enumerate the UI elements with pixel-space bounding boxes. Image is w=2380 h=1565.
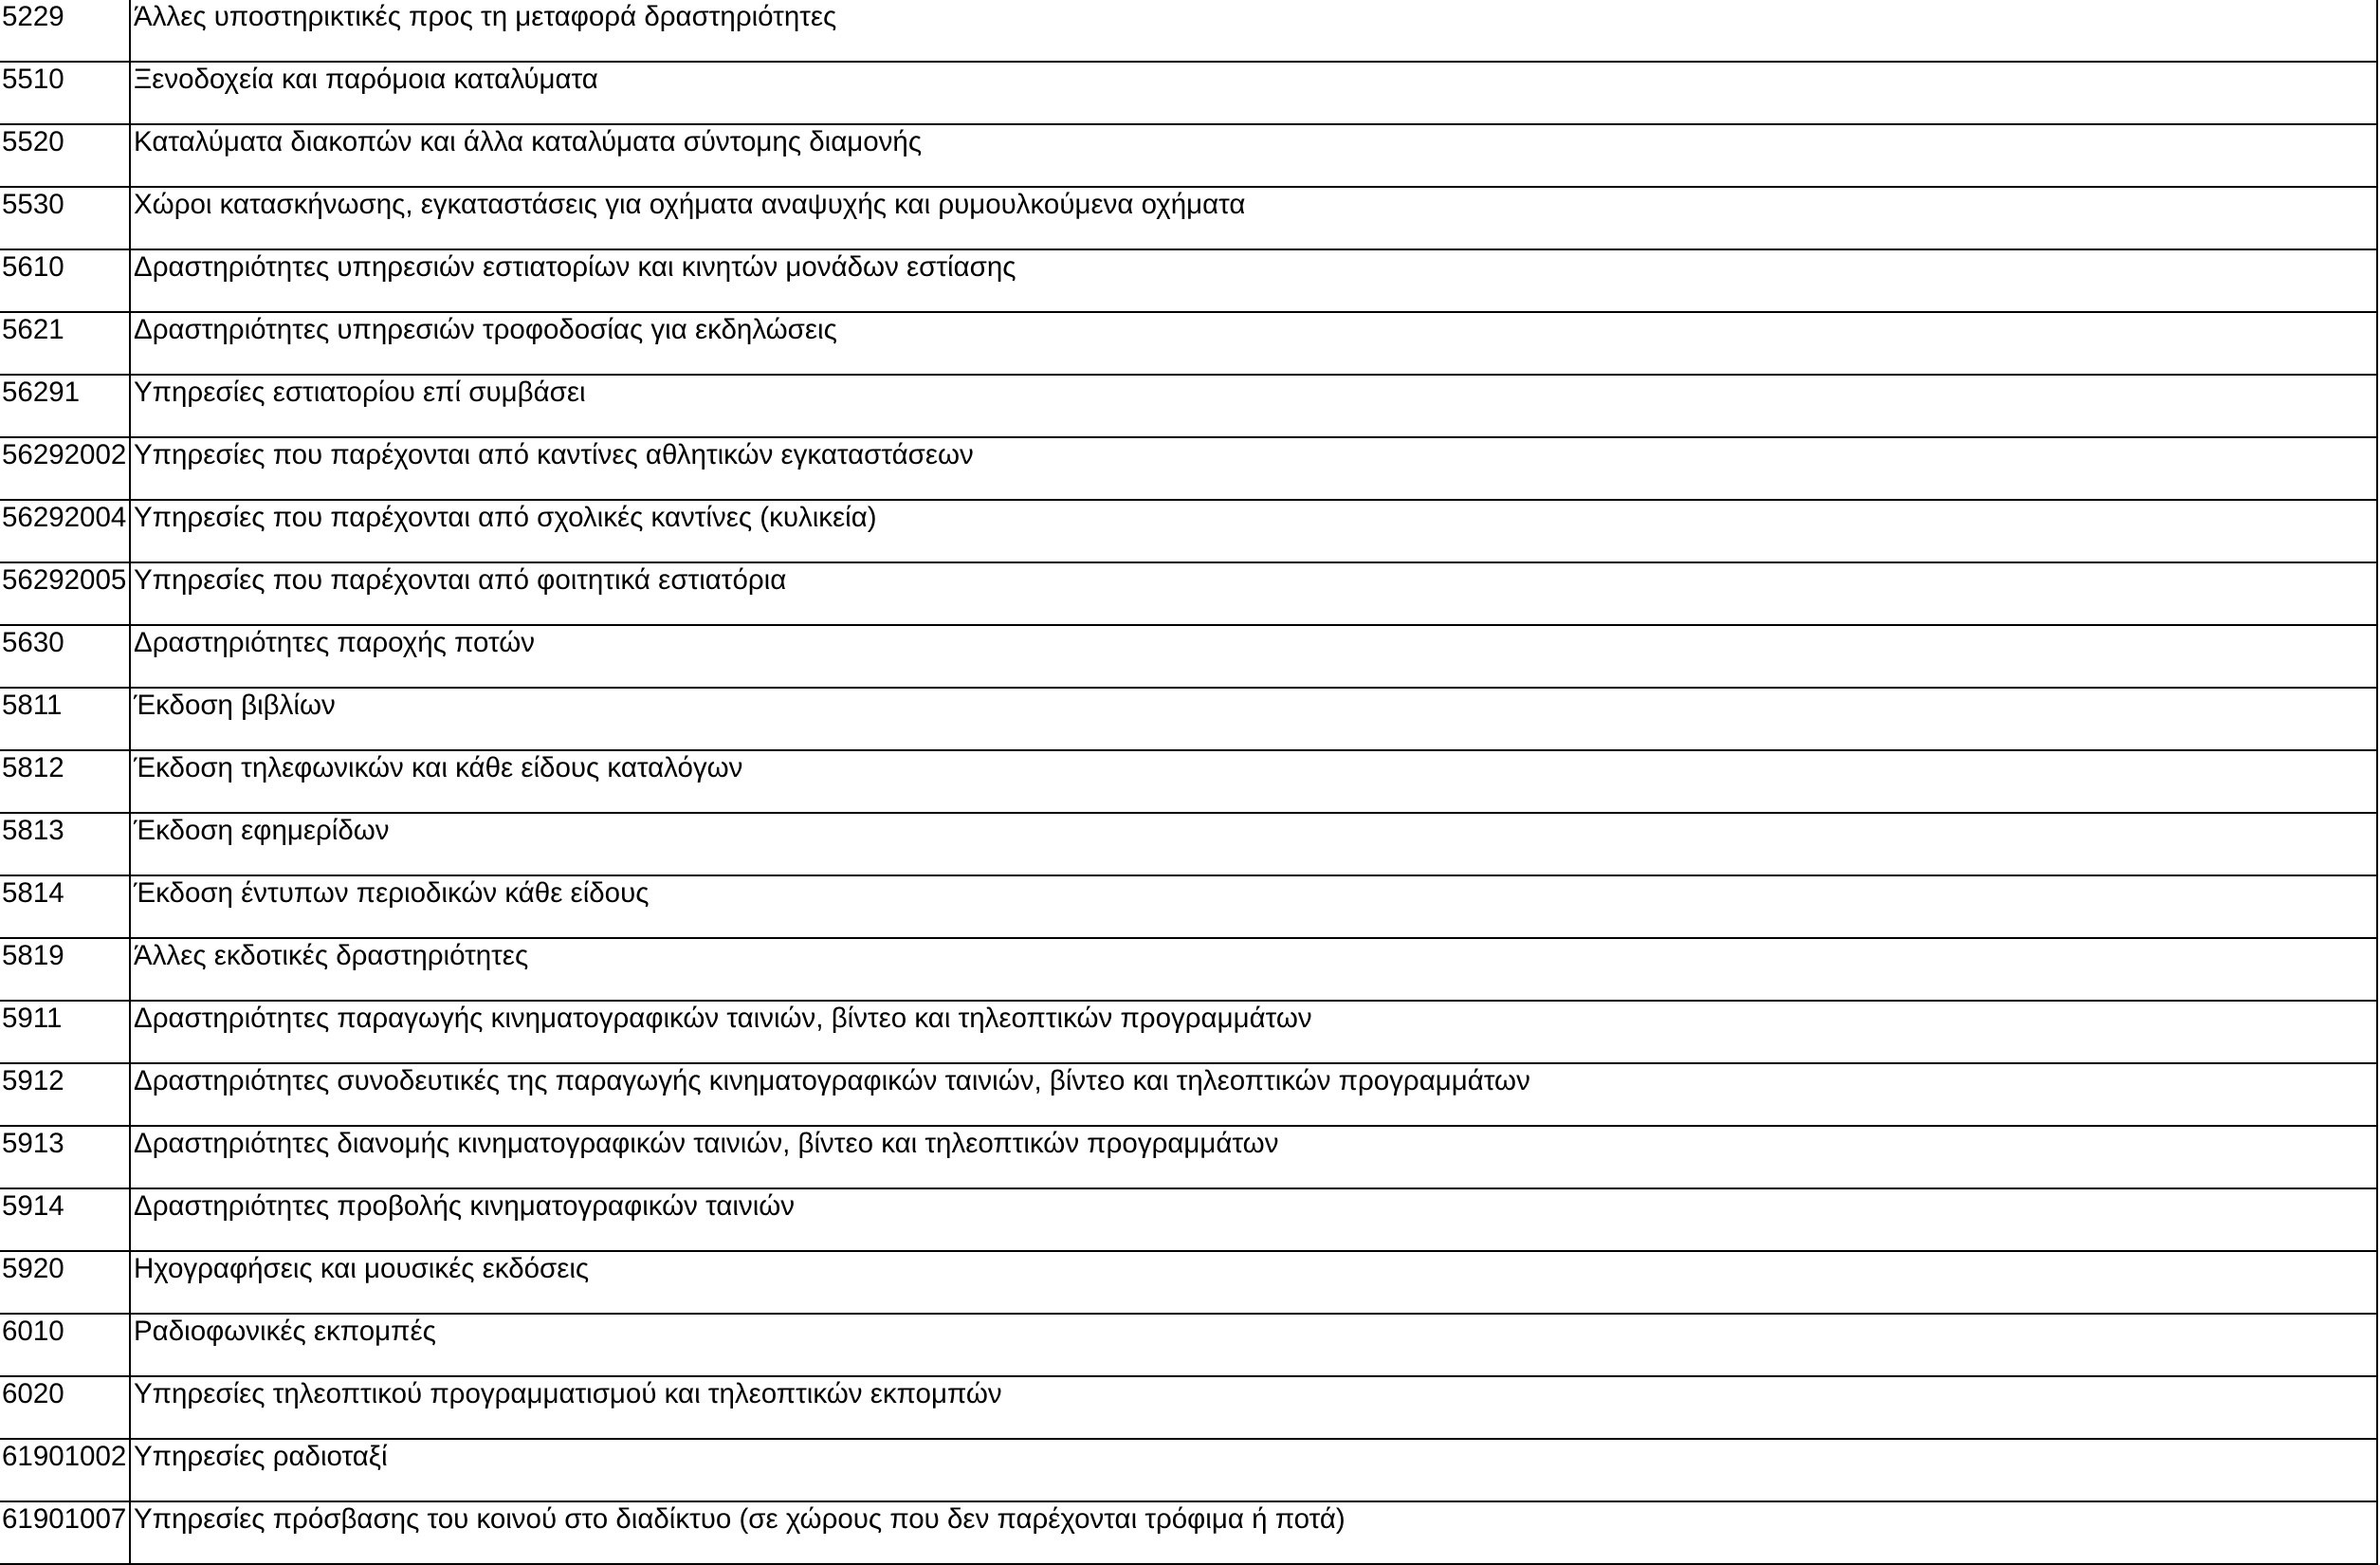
table-row (0, 1501, 2377, 1564)
activity-code: 5520 (2, 126, 64, 157)
activity-description: Υπηρεσίες τηλεοπτικού προγραμματισμού και τηλεοπτικών εκπομπών (134, 1378, 1002, 1409)
activity-code: 6010 (2, 1316, 64, 1347)
table-row (0, 375, 2377, 437)
activity-code: 5812 (2, 752, 64, 783)
activity-code-cell (0, 187, 130, 249)
activity-description-cell (130, 62, 2377, 124)
table-row (0, 437, 2377, 500)
activity-code: 5811 (2, 690, 63, 721)
activity-description-cell (130, 750, 2377, 813)
activity-description: Δραστηριότητες προβολής κινηματογραφικών ταινιών (134, 1190, 796, 1222)
table-row (0, 1126, 2377, 1188)
activity-code-cell (0, 500, 130, 562)
activity-code: 5610 (2, 251, 64, 283)
activity-code: 5920 (2, 1253, 64, 1284)
activity-description-cell (130, 1501, 2377, 1564)
activity-description: Καταλύματα διακοπών και άλλα καταλύματα σύντομης διαμονής (134, 126, 923, 157)
activity-code: 5814 (2, 877, 64, 909)
activity-description: Δραστηριότητες συνοδευτικές της παραγωγής κινηματογραφικών ταινιών, βίντεο και τηλεοπτικών προγραμμάτων (134, 1065, 1530, 1096)
activity-code: 5630 (2, 627, 64, 658)
activity-code-cell (0, 437, 130, 500)
table-row (0, 1439, 2377, 1501)
table-row (0, 500, 2377, 562)
activity-code-cell (0, 312, 130, 375)
activity-description: Υπηρεσίες που παρέχονται από σχολικές καντίνες (κυλικεία) (134, 502, 877, 533)
activity-code-cell (0, 750, 130, 813)
activity-description: Ηχογραφήσεις και μουσικές εκδόσεις (134, 1253, 590, 1284)
activity-description: Υπηρεσίες ραδιοταξί (134, 1441, 388, 1472)
table-row (0, 1001, 2377, 1063)
activity-description-cell (130, 312, 2377, 375)
activity-description-cell (130, 0, 2377, 62)
activity-description-cell (130, 813, 2377, 875)
activity-description-cell (130, 875, 2377, 938)
activity-description-cell (130, 1126, 2377, 1188)
activity-description-cell (130, 1188, 2377, 1251)
activity-code-cell (0, 62, 130, 124)
activity-code: 5530 (2, 189, 64, 220)
activity-code: 5621 (2, 314, 64, 345)
activity-description-cell (130, 187, 2377, 249)
activity-description-cell (130, 1439, 2377, 1501)
activity-code: 5813 (2, 815, 64, 846)
table-row (0, 1063, 2377, 1126)
table-row (0, 124, 2377, 187)
table-row (0, 62, 2377, 124)
activity-code-cell (0, 1314, 130, 1376)
activity-code-cell (0, 375, 130, 437)
activity-description: Δραστηριότητες παροχής ποτών (134, 627, 536, 658)
activity-description-cell (130, 500, 2377, 562)
activity-description-cell (130, 1251, 2377, 1314)
activity-code: 56292005 (2, 564, 127, 596)
activity-code-cell (0, 1501, 130, 1564)
activity-description-cell (130, 562, 2377, 625)
activity-code-cell (0, 1376, 130, 1439)
activity-description-cell (130, 1063, 2377, 1126)
activity-description: Χώροι κατασκήνωσης, εγκαταστάσεις για οχήματα αναψυχής και ρυμουλκούμενα οχήματα (134, 189, 1246, 220)
table-row (0, 1376, 2377, 1439)
activity-code-cell (0, 124, 130, 187)
table-row (0, 187, 2377, 249)
activity-code-cell (0, 1188, 130, 1251)
activity-code-cell (0, 1001, 130, 1063)
activity-code-cell (0, 813, 130, 875)
activity-code: 5819 (2, 940, 64, 971)
activity-code-cell (0, 249, 130, 312)
table-row (0, 813, 2377, 875)
activity-description: Έκδοση τηλεφωνικών και κάθε είδους καταλόγων (134, 752, 743, 783)
activity-description: Ραδιοφωνικές εκπομπές (134, 1316, 436, 1347)
activity-description-cell (130, 1001, 2377, 1063)
activity-description: Δραστηριότητες υπηρεσιών εστιατορίων και κινητών μονάδων εστίασης (134, 251, 1016, 283)
activity-code: 5510 (2, 64, 64, 95)
table-row (0, 1251, 2377, 1314)
activity-code-cell (0, 1251, 130, 1314)
activity-code: 5914 (2, 1190, 64, 1222)
activity-code-cell (0, 1126, 130, 1188)
table-row (0, 688, 2377, 750)
activity-description: Έκδοση βιβλίων (134, 690, 336, 721)
activity-description-cell (130, 1376, 2377, 1439)
activity-description: Έκδοση εφημερίδων (134, 815, 390, 846)
activity-description: Δραστηριότητες παραγωγής κινηματογραφικών ταινιών, βίντεο και τηλεοπτικών προγραμμάτων (134, 1003, 1312, 1034)
activity-description: Υπηρεσίες πρόσβασης του κοινού στο διαδίκτυο (σε χώρους που δεν παρέχονται τρόφιμα ή ποτά) (134, 1503, 1346, 1535)
activity-description-cell (130, 1314, 2377, 1376)
table-row (0, 312, 2377, 375)
activity-code: 5912 (2, 1065, 64, 1096)
activity-code-cell (0, 938, 130, 1001)
activity-description: Υπηρεσίες που παρέχονται από καντίνες αθλητικών εγκαταστάσεων (134, 439, 974, 470)
activity-code: 61901007 (2, 1503, 127, 1535)
activity-description-cell (130, 124, 2377, 187)
activity-code-cell (0, 875, 130, 938)
table-row (0, 0, 2377, 62)
table-row (0, 1314, 2377, 1376)
activity-description-cell (130, 625, 2377, 688)
activity-description: Δραστηριότητες υπηρεσιών τροφοδοσίας για εκδηλώσεις (134, 314, 837, 345)
activity-code: 5913 (2, 1128, 64, 1159)
activity-description-cell (130, 249, 2377, 312)
table-row (0, 875, 2377, 938)
activity-description-cell (130, 688, 2377, 750)
activity-code: 5911 (2, 1003, 63, 1034)
activity-code-cell (0, 688, 130, 750)
activity-code: 5229 (2, 1, 64, 32)
activity-code-cell (0, 1439, 130, 1501)
activity-description: Υπηρεσίες που παρέχονται από φοιτητικά εστιατόρια (134, 564, 787, 596)
activity-description-cell (130, 437, 2377, 500)
activity-code: 56292004 (2, 502, 127, 533)
activity-description: Ξενοδοχεία και παρόμοια καταλύματα (134, 64, 598, 95)
table-row (0, 249, 2377, 312)
activity-description-cell (130, 938, 2377, 1001)
activity-code-cell (0, 1063, 130, 1126)
activity-code: 56292002 (2, 439, 127, 470)
activity-description: Υπηρεσίες εστιατορίου επί συμβάσει (134, 377, 586, 408)
table-row (0, 625, 2377, 688)
activity-code: 6020 (2, 1378, 64, 1409)
table-row (0, 938, 2377, 1001)
table-row (0, 1188, 2377, 1251)
activity-description-cell (130, 375, 2377, 437)
activity-description: Άλλες υποστηρικτικές προς τη μεταφορά δραστηριότητες (134, 1, 837, 32)
activity-code: 56291 (2, 377, 81, 408)
activity-description: Έκδοση έντυπων περιοδικών κάθε είδους (134, 877, 650, 909)
activity-code-cell (0, 0, 130, 62)
table-row (0, 562, 2377, 625)
activity-code-cell (0, 625, 130, 688)
activity-code: 61901002 (2, 1441, 127, 1472)
activity-description: Δραστηριότητες διανομής κινηματογραφικών ταινιών, βίντεο και τηλεοπτικών προγραμμάτων (134, 1128, 1279, 1159)
activity-code-cell (0, 562, 130, 625)
table-row (0, 750, 2377, 813)
activity-description: Άλλες εκδοτικές δραστηριότητες (134, 940, 529, 971)
